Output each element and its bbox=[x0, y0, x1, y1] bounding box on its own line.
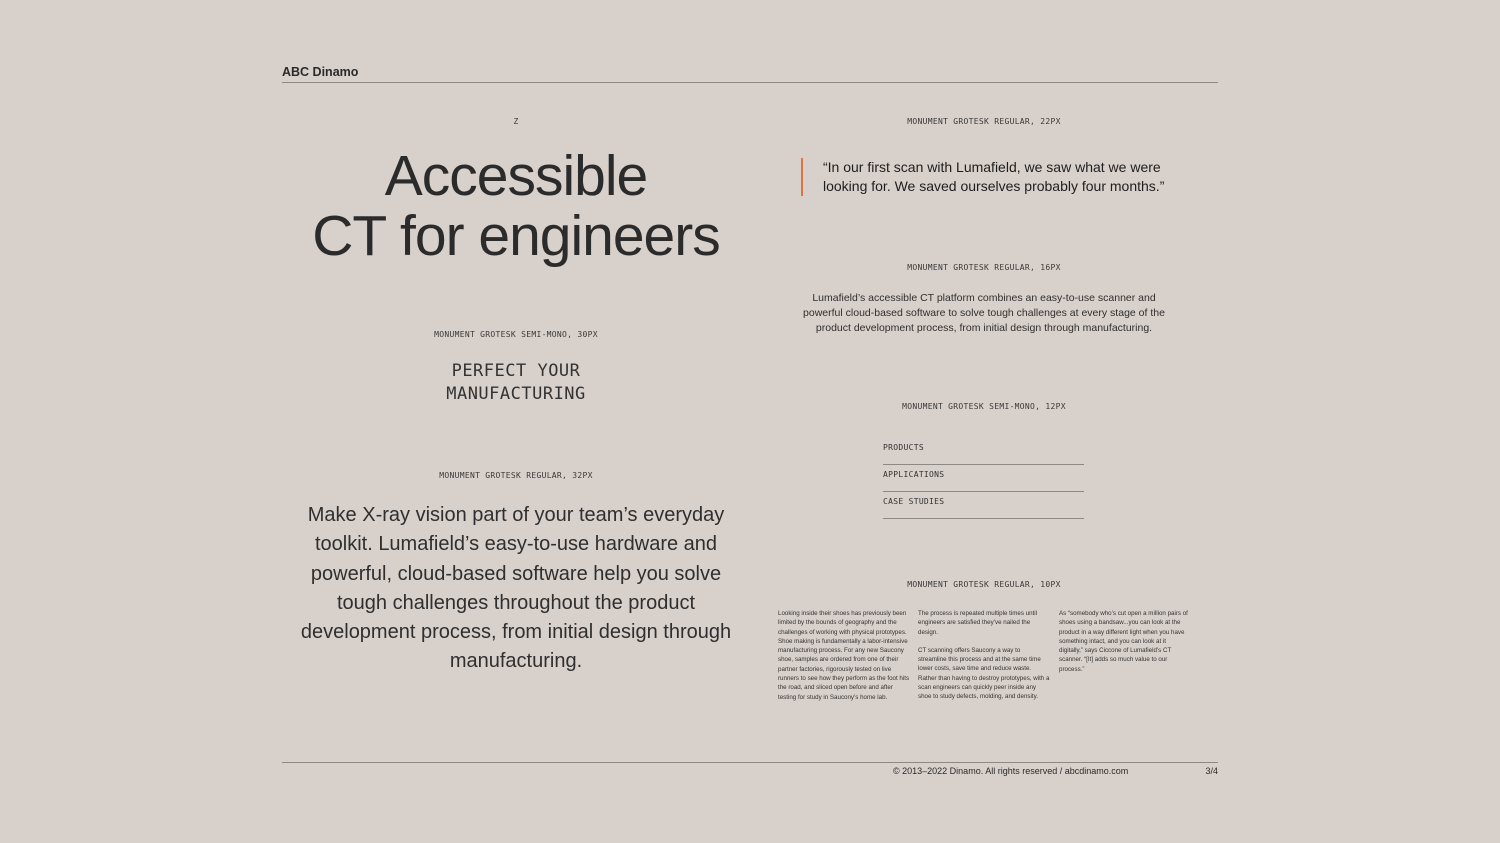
paragraph-16: Lumafield’s accessible CT platform combines an easy-to-use scanner and powerful cloud-based software to solve tough challenges at every stage of the product development process, from initial design through manufacturing. bbox=[803, 292, 1165, 334]
column-2-paragraph-1: The process is repeated multiple times until engineers are satisfied they’ve nailed the design. bbox=[918, 610, 1037, 636]
brand-name: ABC Dinamo bbox=[282, 65, 359, 79]
headline bbox=[282, 146, 750, 266]
nav-item-applications[interactable]: APPLICATIONS bbox=[883, 465, 1084, 492]
nav-list bbox=[883, 438, 1084, 519]
label-semimono-30: MONUMENT GROTESK SEMI-MONO, 30PX bbox=[434, 330, 598, 339]
label-regular-10: MONUMENT GROTESK REGULAR, 10PX bbox=[907, 580, 1061, 589]
pull-quote: “In our first scan with Lumafield, we saw what we were looking for. We saved ourselves probably four months.” bbox=[823, 159, 1165, 194]
label-semimono-12: MONUMENT GROTESK SEMI-MONO, 12PX bbox=[902, 402, 1066, 411]
column-1-paragraph: Looking inside their shoes has previously been limited by the bounds of geography and the challenges of working with physical prototypes. Shoe making is fundamentally a labor-intensive manufacturing process. For any new Saucony shoe, samples are ordered from one of their partner factories, rigorously tested on live runners to see how they perform as the foot hits the road, and sliced open before and after testing for study in Saucony’s home lab. bbox=[778, 610, 910, 701]
text-column-3 bbox=[1059, 609, 1191, 683]
mono-headline-line-1: PERFECT YOUR bbox=[451, 361, 581, 381]
nav-item-case-studies[interactable]: CASE STUDIES bbox=[883, 492, 1084, 519]
label-regular-32: MONUMENT GROTESK REGULAR, 32PX bbox=[439, 471, 593, 480]
page-number: 3/4 bbox=[1205, 766, 1218, 776]
headline-line-2: CT for engineers bbox=[312, 204, 720, 268]
label-regular-16: MONUMENT GROTESK REGULAR, 16PX bbox=[907, 263, 1061, 272]
label-regular-22: MONUMENT GROTESK REGULAR, 22PX bbox=[907, 117, 1061, 126]
label-top: Z bbox=[513, 117, 519, 126]
mono-headline bbox=[282, 360, 750, 406]
footer-copyright: © 2013–2022 Dinamo. All rights reserved / abcdinamo.com bbox=[893, 766, 1129, 776]
text-column-1 bbox=[778, 609, 910, 711]
headline-line-1: Accessible bbox=[384, 144, 648, 208]
mono-headline-line-2: MANUFACTURING bbox=[446, 384, 586, 404]
nav-item-products[interactable]: PRODUCTS bbox=[883, 438, 1084, 465]
footer-divider bbox=[282, 762, 1218, 763]
quote-accent-bar bbox=[801, 158, 803, 196]
column-3-paragraph: As “somebody who’s cut open a million pairs of shoes using a bandsaw...you can look at the product in a way different light when you have something intact, and you can look at it digitally,” says Ciccone of Lumafield’s CT scanner. “[It] adds so much value to our process.” bbox=[1059, 610, 1188, 673]
column-2-paragraph-2: CT scanning offers Saucony a way to streamline this process and at the same time lower costs, save time and reduce waste. Rather than having to destroy prototypes, with a scan engineers can quickly peer inside any shoe to study defects, molding, and density. bbox=[918, 646, 1050, 701]
body-text-32: Make X-ray vision part of your team’s everyday toolkit. Lumafield’s easy-to-use hardware and powerful, cloud-based software help you solve tough challenges throughout the product development process, from initial design through manufacturing. bbox=[300, 504, 732, 673]
header-divider bbox=[282, 82, 1218, 83]
text-column-2 bbox=[918, 609, 1050, 711]
